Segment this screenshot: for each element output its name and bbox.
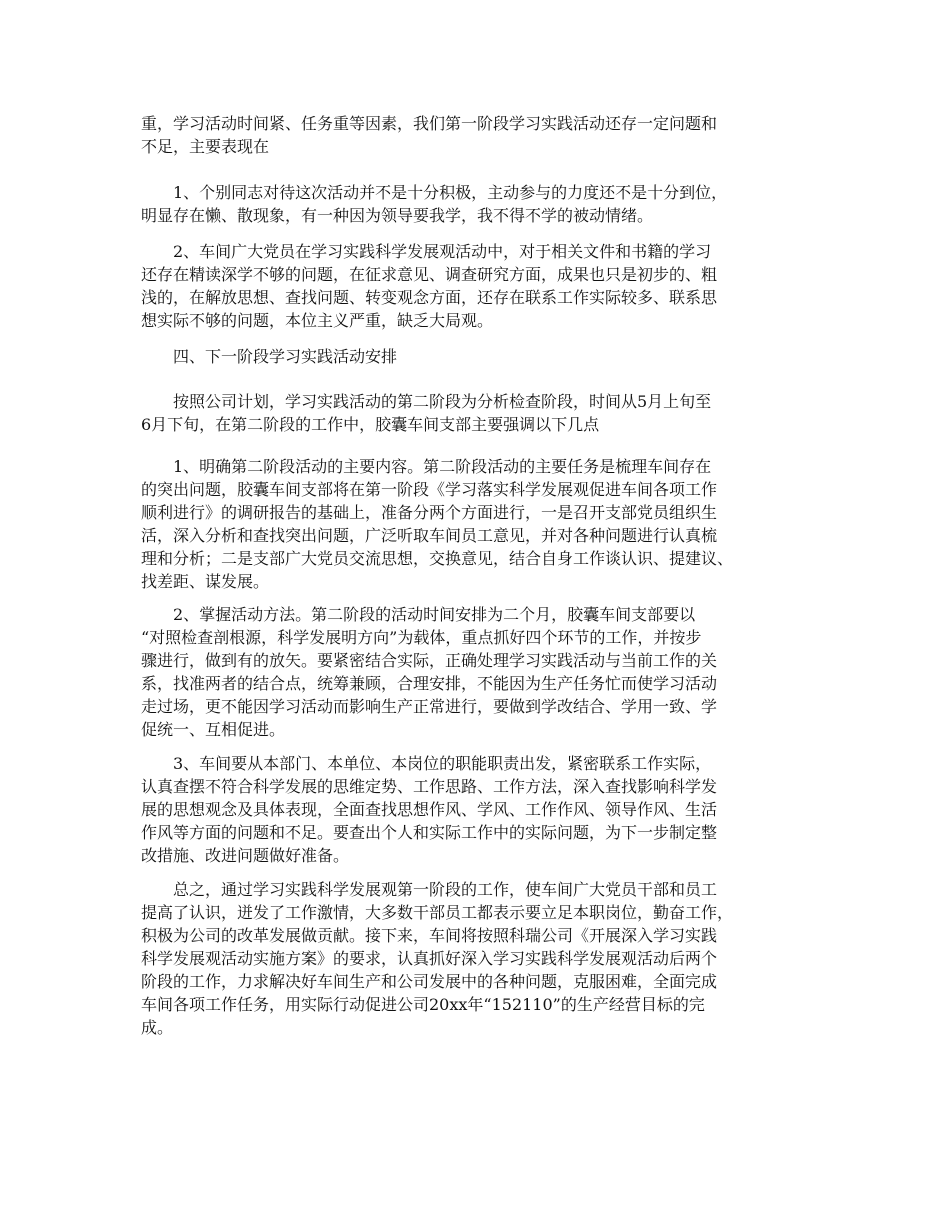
paragraph-point-3: 3、车间要从本部门、本单位、本岗位的职能职责出发，紧密联系工作实际， 认真查摆不符合科学发展的思维定势、工作思路、工作方法，深入查找影响科学发 展的思想观念及具体表现，全面查找思想作风、学风、工作作风、领导作风、生活 作风等方面的问题和不足。要查出个人和实际工作中的实际问题，为下一步制定整 改措施、改进问题做好准备。 — [141, 754, 718, 865]
paragraph-issue-2: 2、车间广大党员在学习实践科学发展观活动中，对于相关文件和书籍的学习 还存在精读深学不够的问题，在征求意见、调查研究方面，成果也只是初步的、粗 浅的，在解放思想、查找问题、转变观念方面，还存在联系工作实际较多、联系思 想实际不够的问题，本位主义严重，缺乏大局观。 — [141, 242, 718, 330]
paragraph-point-1: 1、明确第二阶段活动的主要内容。第二阶段活动的主要任务是梳理车间存在 的突出问题，胶囊车间支部将在第一阶段《学习落实科学发展观促进车间各项工作 顺利进行》的调研报告的基础上，准备分两个方面进行，一是召开支部党员组织生 活，深入分析和查找突出问题，广泛听取车间员工意见，并对各种问题进行认真梳 理和分析；二是支部广大党员交流思想，交换意见，结合自身工作谈认识、提建议、 找差距、谋发展。 — [141, 457, 734, 591]
paragraph-point-2: 2、掌握活动方法。第二阶段的活动时间安排为二个月，胶囊车间支部要以 “对照检查剖根源，科学发展明方向”为载体，重点抓好四个环节的工作，并按步 骤进行，做到有的放矢。要紧密结合实际，正确处理学习实践活动与当前工作的关 系，找准两者的结合点，统筹兼顾，合理安排，不能因为生产任务忙而使学习活动 走过场，更不能因学习活动而影响生产正常进行，要做到学改结合、学用一致、学 促统一、互相促进。 — [141, 605, 718, 739]
paragraph-plan: 按照公司计划，学习实践活动的第二阶段为分析检查阶段，时间从5月上旬至 6月下旬，在第二阶段的工作中，胶囊车间支部主要强调以下几点 — [141, 392, 712, 434]
paragraph-issue-1: 1、个别同志对待这次活动并不是十分积极，主动参与的力度还不是十分到位， 明显存在懒、散现象，有一种因为领导要我学，我不得不学的被动情绪。 — [141, 183, 728, 225]
paragraph-intro: 重，学习活动时间紧、任务重等因素，我们第一阶段学习实践活动还存一定问题和 不足，主要表现在 — [141, 114, 718, 156]
section-heading-next-stage: 四、下一阶段学习实践活动安排 — [141, 347, 398, 366]
paragraph-conclusion: 总之，通过学习实践科学发展观第一阶段的工作，使车间广大党员干部和员工 提高了认识，迸发了工作激情，大多数干部员工都表示要立足本职岗位，勤奋工作， 积极为公司的改革发展做贡献。接下来，车间将按照科瑞公司《开展深入学习实践 科学发展观活动实施方案》的要求，认真抓好深入学习实践科学发展观活动后两个 阶段的工作，力求解决好车间生产和公司发展中的各种问题，克服困难，全面完成 车间各项工作任务，用实际行动促进公司20xx年“152110”的生产经营目标的完 成。 — [141, 880, 734, 1037]
